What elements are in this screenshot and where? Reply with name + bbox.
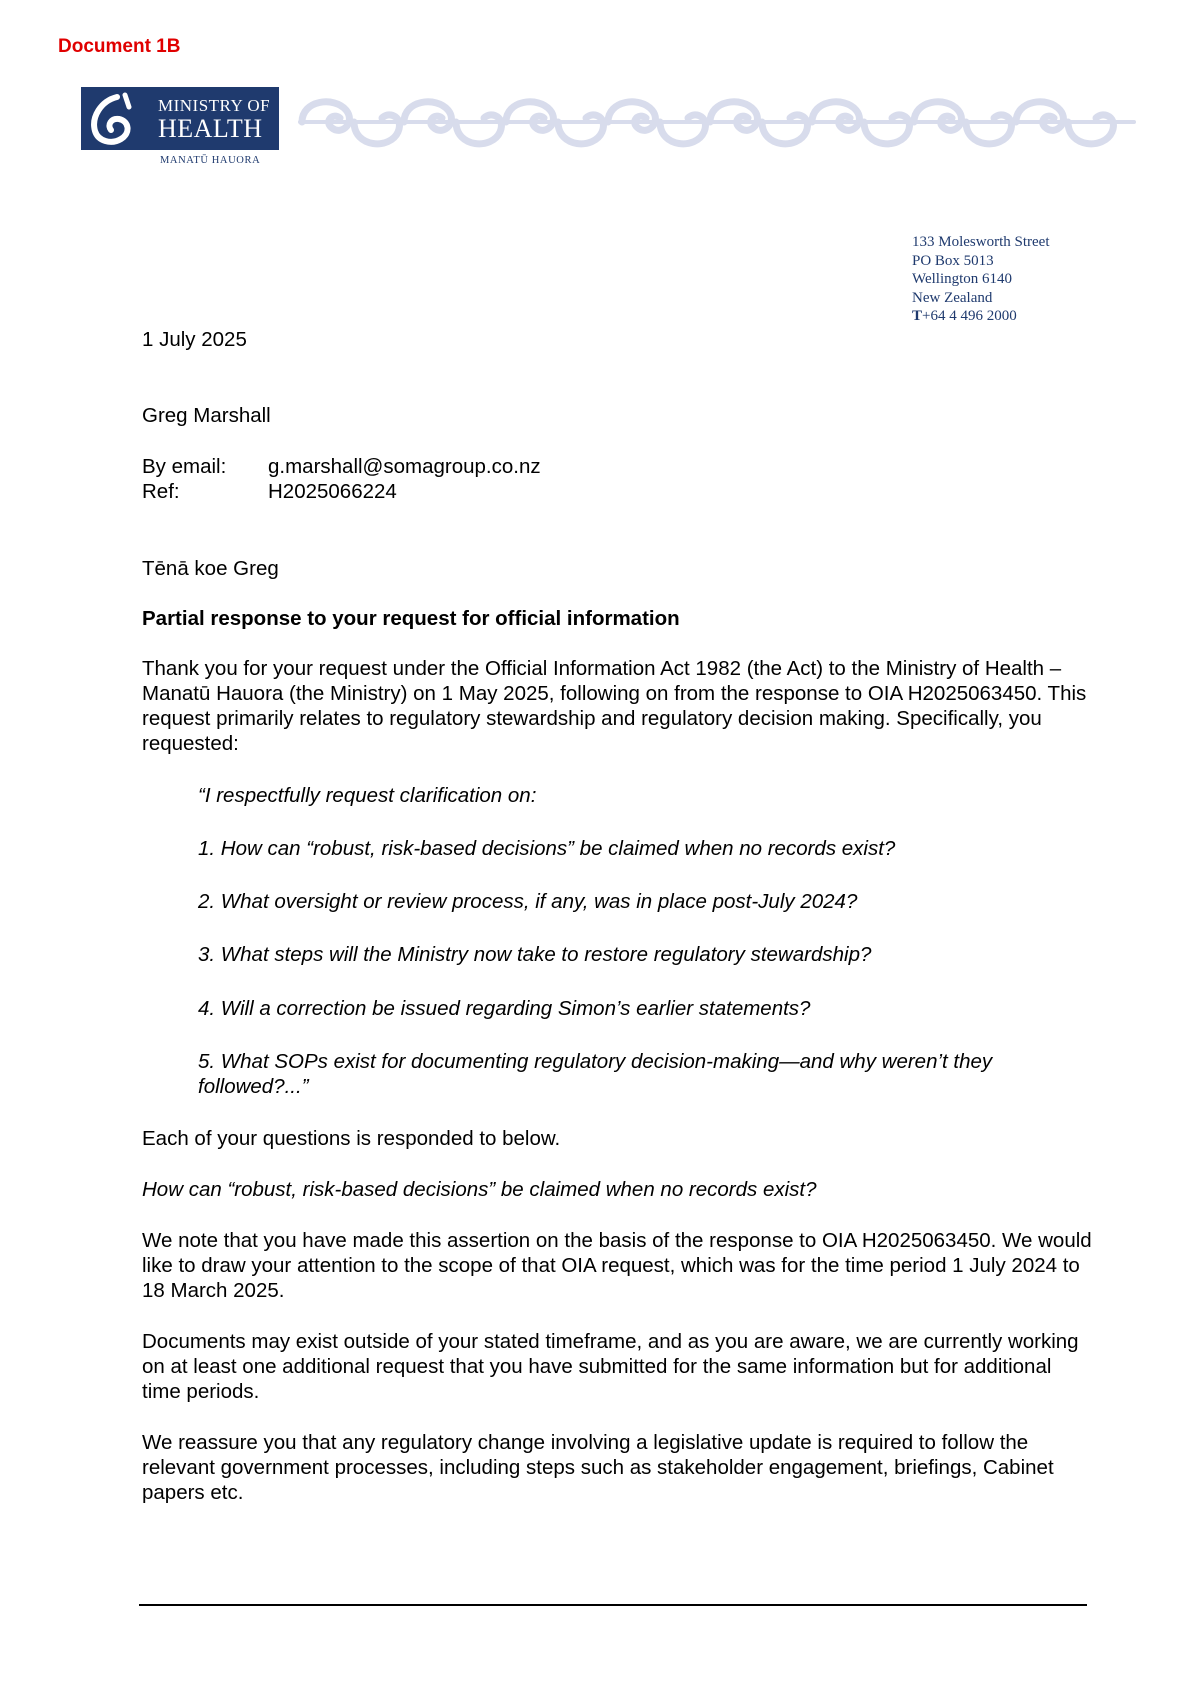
question-item-1: 1. How can “robust, risk-based decisions” be claimed when no records exist? [198, 837, 896, 860]
response-paragraph-1: We note that you have made this assertion on the basis of the response to OIA H2025063450. We would like to draw your attention to the scope of that OIA request, which was for the time period 1 July 2024 to 18 March 2025. [142, 1229, 1092, 1302]
address-phone: +64 4 496 2000 [922, 308, 1017, 324]
question-item-3: 3. What steps will the Ministry now take to restore regulatory stewardship? [198, 943, 872, 966]
logo-text-line2: HEALTH [158, 114, 263, 143]
greeting: Tēnā koe Greg [142, 557, 279, 580]
phone-prefix: T [912, 308, 923, 324]
logo-mark-icon [81, 87, 161, 150]
koru-pattern-icon [294, 88, 1140, 156]
logo-subtitle: MANATŪ HAUORA [160, 155, 261, 166]
logo-text-line1: MINISTRY OF [158, 96, 271, 115]
quote-intro: “I respectfully request clarification on: [198, 784, 537, 807]
letter-date: 1 July 2025 [142, 328, 247, 351]
recipient-name: Greg Marshall [142, 404, 271, 427]
question-item-2: 2. What oversight or review process, if any, was in place post-July 2024? [198, 890, 858, 913]
responded-note: Each of your questions is responded to below. [142, 1127, 561, 1150]
question-item-4: 4. Will a correction be issued regarding Simon’s earlier statements? [198, 997, 811, 1020]
ministry-address [912, 233, 1049, 326]
address-phone-line [912, 307, 1049, 326]
address-po-box: PO Box 5013 [912, 252, 994, 269]
intro-paragraph: Thank you for your request under the Official Information Act 1982 (the Act) to the Ministry of Health – Manatū Hauora (the Ministry) on 1 May 2025, following on from the response to OIA H2025063450. This request primarily relates to regulatory stewardship and regulatory decision making. Specifically, you requested: [142, 657, 1087, 755]
address-city: Wellington 6140 [912, 271, 1013, 287]
address-street: 133 Molesworth Street [912, 234, 1050, 250]
reference-number: H2025066224 [268, 480, 397, 503]
response-paragraph-2: Documents may exist outside of your stated timeframe, and as you are aware, we are currently working on at least one additional request that you have submitted for the same information but for additional time periods. [142, 1330, 1079, 1403]
question1-heading: How can “robust, risk-based decisions” be claimed when no records exist? [142, 1178, 817, 1201]
question-item-5: 5. What SOPs exist for documenting regulatory decision-making—and why weren’t they followed?...” [198, 1050, 993, 1098]
address-country: New Zealand [912, 289, 993, 306]
ref-label: Ref: [142, 480, 180, 503]
response-paragraph-3: We reassure you that any regulatory change involving a legislative update is required to follow the relevant government processes, including steps such as stakeholder engagement, briefings, Cabinet papers etc. [142, 1431, 1054, 1504]
email-label: By email: [142, 455, 227, 478]
footer-divider [139, 1604, 1087, 1606]
recipient-email: g.marshall@somagroup.co.nz [268, 455, 541, 478]
document-label: Document 1B [58, 36, 181, 57]
letter-subject: Partial response to your request for official information [142, 607, 680, 630]
